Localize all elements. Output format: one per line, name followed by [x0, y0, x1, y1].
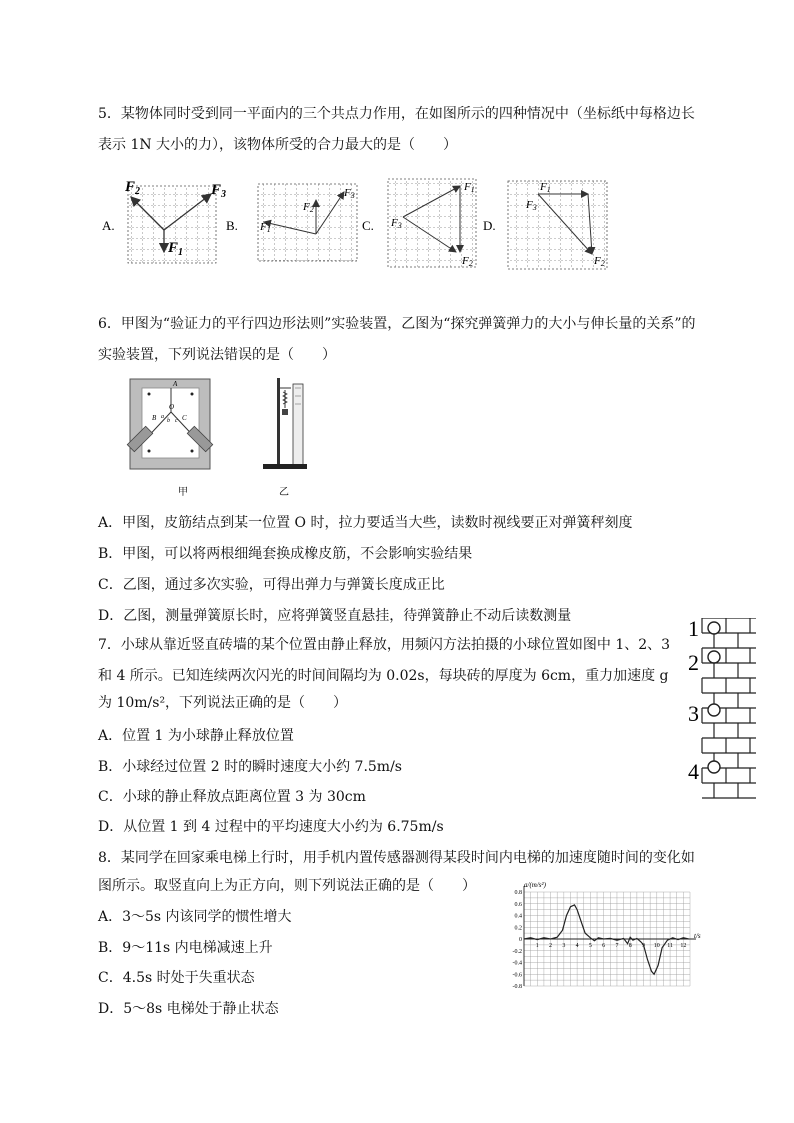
yi-ruler: [293, 384, 303, 468]
label-f3-b: F3: [344, 187, 355, 200]
q7-option-d: D．从位置 1 到 4 过程中的平均速度大小约为 6.75m/s: [98, 819, 444, 835]
label-f1-c: F1: [464, 181, 475, 194]
x-tick-label: 3: [562, 943, 566, 949]
label-f3-c: F3: [391, 217, 402, 230]
q7-option-b: B．小球经过位置 2 时的瞬时速度大小约 7.5m/s: [98, 759, 402, 775]
y-tick-label: 0.4: [514, 913, 522, 920]
yi-base: [263, 464, 307, 469]
q6-stem-line2: 实验装置，下列说法错误的是（ ）: [98, 347, 336, 363]
svg-text:A: A: [173, 380, 178, 388]
label-f2-a: $F_2$: [125, 179, 141, 197]
label-f2-c: F2: [462, 255, 473, 268]
x-tick-label: 1: [535, 943, 539, 949]
q8-stem-line2: 图所示。取竖直向上为正方向，则下列说法正确的是（ ）: [98, 878, 476, 894]
option-d-label: D.: [483, 218, 496, 233]
y-tick-label: 0.2: [514, 925, 522, 932]
label-f1-d: F1: [540, 181, 551, 194]
q7-option-c: C．小球的静止释放点距离位置 3 为 30cm: [98, 789, 366, 805]
y-tick-label: 0.6: [514, 901, 522, 908]
y-tick-label: 0.8: [514, 890, 522, 896]
chart-y-axis-label: a/(m/s²): [524, 881, 546, 889]
caption-jia: 甲: [178, 487, 188, 498]
q7-stem-line3: 为 10m/s²，下列说法正确的是（ ）: [98, 695, 348, 711]
q6-figures: [125, 376, 325, 501]
label-f1-a: $F_1$: [168, 240, 184, 258]
svg-text:C: C: [182, 414, 187, 422]
q8-option-a: A．3～5s 内该同学的惯性增大: [98, 909, 292, 925]
y-tick-label: -0.6: [512, 972, 522, 979]
position-3-label: 3: [688, 701, 699, 726]
y-tick-label: 0: [519, 937, 522, 943]
q8-stem-line1: 8．某同学在回家乘电梯上行时，用手机内置传感器测得某段时间内电梯的加速度随时间的变化如: [98, 850, 695, 866]
q5-stem-line1: 5．某物体同时受到同一平面内的三个共点力作用，在如图所示的四种情况中（坐标纸中每格边长: [98, 106, 695, 122]
option-a-label: A.: [102, 218, 115, 233]
y-tick-label: -0.4: [512, 960, 522, 967]
q7-option-a: A．位置 1 为小球静止释放位置: [98, 728, 294, 744]
acceleration-chart: [494, 878, 710, 996]
brick-wall-figure: [676, 618, 758, 808]
q5-stem-line2: 表示 1N 大小的力），该物体所受的合力最大的是（ ）: [98, 137, 458, 153]
x-tick-label: 2: [549, 943, 553, 949]
svg-text:a: a: [161, 414, 164, 420]
y-tick-label: -0.8: [512, 984, 522, 990]
q6-option-a: A．甲图，皮筋结点到某一位置 O 时，拉力要适当大些，读数时视线要正对弹簧秤刻度: [98, 515, 633, 531]
position-4-label: 4: [688, 759, 699, 784]
label-f3-a: $F_3$: [211, 182, 227, 200]
chart-x-axis-label: t/s: [694, 932, 701, 940]
svg-text:b: b: [167, 418, 170, 424]
q8-option-c: C．4.5s 时处于失重状态: [98, 970, 255, 986]
svg-text:B: B: [152, 414, 157, 422]
label-f3-d: F3: [526, 199, 537, 212]
q6-option-d: D．乙图，测量弹簧原长时，应将弹簧竖直悬挂，待弹簧静止不动后读数测量: [98, 608, 572, 624]
q7-stem-line1: 7．小球从靠近竖直砖墙的某个位置由静止释放，用频闪方法拍摄的小球位置如图中 1、2、3: [98, 637, 671, 653]
svg-text:O: O: [169, 403, 175, 411]
position-2-label: 2: [688, 650, 699, 675]
x-tick-label: 7: [615, 943, 619, 949]
x-tick-label: 10: [653, 943, 660, 949]
x-tick-label: 12: [680, 943, 687, 949]
x-tick-label: 5: [588, 943, 592, 949]
q5-figures: [98, 172, 618, 272]
caption-yi: 乙: [279, 487, 289, 498]
option-b-label: B.: [226, 218, 238, 233]
yi-stand-rod: [277, 378, 280, 468]
position-1-label: 1: [688, 618, 699, 641]
option-c-label: C.: [362, 218, 374, 233]
q6-option-b: B．甲图，可以将两根细绳套换成橡皮筋，不会影响实验结果: [98, 546, 473, 562]
q6-option-c: C．乙图，通过多次实验，可得出弹力与弹簧长度成正比: [98, 577, 445, 593]
x-tick-label: 11: [667, 943, 673, 949]
q8-option-b: B．9～11s 内电梯减速上升: [98, 940, 273, 956]
x-tick-label: 6: [602, 943, 606, 949]
q6-stem-line1: 6．甲图为“验证力的平行四边形法则”实验装置，乙图为“探究弹簧弹力的大小与伸长量的关系”的: [98, 316, 696, 332]
q8-option-d: D．5～8s 电梯处于静止状态: [98, 1001, 279, 1017]
svg-text:c: c: [175, 418, 178, 424]
label-f2-d: F2: [594, 255, 605, 268]
chart-y-ticks: [513, 890, 523, 990]
x-tick-label: 4: [575, 943, 579, 949]
label-f1-b: F1: [260, 221, 271, 234]
x-tick-label: 8: [628, 943, 632, 949]
x-tick-label: 9: [642, 943, 646, 949]
y-tick-label: -0.2: [512, 948, 522, 955]
q7-stem-line2: 和 4 所示。已知连续两次闪光的时间间隔均为 0.02s，每块砖的厚度为 6cm，重力加速度 g: [98, 668, 669, 684]
label-f2-b: F2: [303, 201, 314, 214]
